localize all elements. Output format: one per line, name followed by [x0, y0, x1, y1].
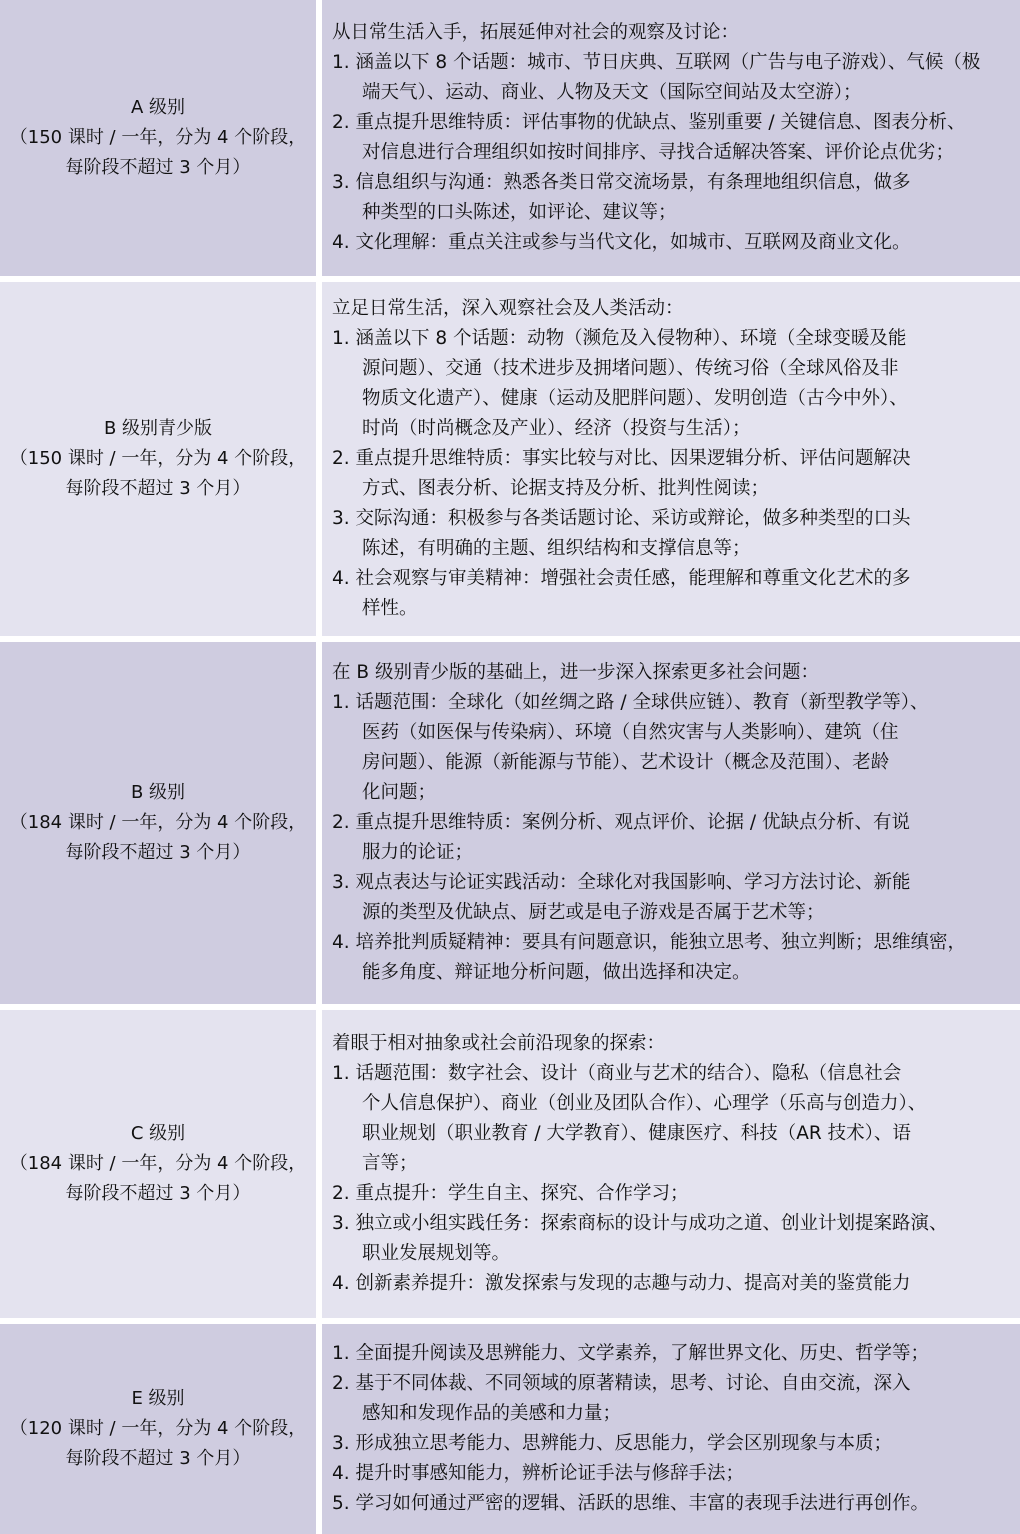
description-item: 4. 创新素养提升：激发探索与发现的志趣与动力、提高对美的鉴赏能力: [332, 1273, 911, 1294]
description-item: 1. 话题范围：数字社会、设计（商业与艺术的结合）、隐私（信息社会: [332, 1063, 902, 1084]
description-item: 3. 形成独立思考能力、思辨能力、反思能力，学会区别现象与本质；: [332, 1433, 893, 1454]
level-name: B 级别青少版: [103, 418, 213, 439]
description-item-cont: 医药（如医保与传染病）、环境（自然灾害与人类影响）、建筑（住: [362, 722, 899, 743]
level-name: A 级别: [130, 97, 186, 118]
level-description-cell: [322, 0, 1020, 276]
level-hours: （184 课时 / 一年，分为 4 个阶段，: [9, 812, 307, 833]
level-row-b-youth: [0, 282, 1020, 636]
level-description-cell: [322, 1010, 1020, 1318]
level-hours: （150 课时 / 一年，分为 4 个阶段，: [9, 448, 307, 469]
description-item: 3. 交际沟通：积极参与各类话题讨论、采访或辩论，做多种类型的口头: [332, 508, 911, 529]
description-item-cont: 言等；: [362, 1153, 418, 1174]
description-item-cont: 种类型的口头陈述，如评论、建议等；: [362, 202, 677, 223]
level-row-b: [0, 642, 1020, 1004]
level-hours: （184 课时 / 一年，分为 4 个阶段，: [9, 1153, 307, 1174]
level-label-cell: [0, 642, 316, 1004]
level-duration: 每阶段不超过 3 个月）: [65, 478, 251, 499]
description-item: 2. 重点提升思维特质：评估事物的优缺点、鉴别重要 / 关键信息、图表分析、: [332, 112, 966, 133]
level-name: B 级别: [130, 782, 186, 803]
description-item-cont: 职业发展规划等。: [362, 1243, 511, 1264]
level-duration: 每阶段不超过 3 个月）: [65, 1448, 251, 1469]
description-item-cont: 方式、图表分析、论据支持及分析、批判性阅读；: [362, 478, 770, 499]
description-item: 1. 涵盖以下 8 个话题：动物（濒危及入侵物种）、环境（全球变暖及能: [332, 328, 907, 349]
description-item: 3. 独立或小组实践任务：探索商标的设计与成功之道、创业计划提案路演、: [332, 1213, 948, 1234]
description-item-cont: 物质文化遗产）、健康（运动及肥胖问题）、发明创造（古今中外）、: [362, 388, 908, 409]
level-row-a: [0, 0, 1020, 276]
level-description-cell: [322, 642, 1020, 1004]
description-item: 4. 社会观察与审美精神：增强社会责任感，能理解和尊重文化艺术的多: [332, 568, 911, 589]
description-item-cont: 源问题）、交通（技术进步及拥堵问题）、传统习俗（全球风俗及非: [362, 358, 899, 379]
description-item-cont: 感知和发现作品的美感和力量；: [362, 1403, 622, 1424]
description-item-cont: 服力的论证；: [362, 842, 474, 863]
description-item: 4. 文化理解：重点关注或参与当代文化，如城市、互联网及商业文化。: [332, 232, 911, 253]
level-duration: 每阶段不超过 3 个月）: [65, 842, 251, 863]
description-item: 1. 涵盖以下 8 个话题：城市、节日庆典、互联网（广告与电子游戏）、气候（极: [332, 52, 981, 73]
description-intro: 立足日常生活，深入观察社会及人类活动：: [332, 298, 684, 319]
description-item: 2. 基于不同体裁、不同领域的原著精读，思考、讨论、自由交流，深入: [332, 1373, 911, 1394]
description-item-cont: 样性。: [362, 598, 418, 619]
level-row-c: [0, 1010, 1020, 1318]
description-item: 3. 信息组织与沟通：熟悉各类日常交流场景，有条理地组织信息，做多: [332, 172, 911, 193]
description-item-cont: 能多角度、辩证地分析问题，做出选择和决定。: [362, 962, 751, 983]
description-item-cont: 化问题；: [362, 782, 437, 803]
description-item: 2. 重点提升：学生自主、探究、合作学习；: [332, 1183, 689, 1204]
level-label-cell: [0, 1010, 316, 1318]
level-label-cell: [0, 0, 316, 276]
description-item: 4. 提升时事感知能力，辨析论证手法与修辞手法；: [332, 1463, 745, 1484]
description-item: 2. 重点提升思维特质：案例分析、观点评价、论据 / 优缺点分析、有说: [332, 812, 911, 833]
level-description-cell: [322, 1324, 1020, 1534]
description-item-cont: 时尚（时尚概念及产业）、经济（投资与生活）；: [362, 418, 751, 439]
description-intro: 从日常生活入手，拓展延伸对社会的观察及讨论：: [332, 22, 740, 43]
description-item: 2. 重点提升思维特质：事实比较与对比、因果逻辑分析、评估问题解决: [332, 448, 911, 469]
description-item-cont: 房问题）、能源（新能源与节能）、艺术设计（概念及范围）、老龄: [362, 752, 890, 773]
description-item-cont: 端天气）、运动、商业、人物及天文（国际空间站及太空游）；: [362, 82, 862, 103]
description-item: 4. 培养批判质疑精神：要具有问题意识，能独立思考、独立判断；思维缜密，: [332, 932, 967, 953]
level-label-cell: [0, 1324, 316, 1534]
description-item: 5. 学习如何通过严密的逻辑、活跃的思维、丰富的表现手法进行再创作。: [332, 1493, 930, 1514]
level-name: C 级别: [130, 1123, 186, 1144]
description-item-cont: 源的类型及优缺点、厨艺或是电子游戏是否属于艺术等；: [362, 902, 825, 923]
description-item-cont: 职业规划（职业教育 / 大学教育）、健康医疗、科技（AR 技术）、语: [362, 1123, 911, 1144]
description-item: 3. 观点表达与论证实践活动：全球化对我国影响、学习方法讨论、新能: [332, 872, 911, 893]
description-item: 1. 全面提升阅读及思辨能力、文学素养，了解世界文化、历史、哲学等；: [332, 1343, 930, 1364]
level-label-cell: [0, 282, 316, 636]
level-row-e: [0, 1324, 1020, 1534]
level-name: E 级别: [131, 1388, 185, 1409]
description-item-cont: 个人信息保护）、商业（创业及团队合作）、心理学（乐高与创造力）、: [362, 1093, 927, 1114]
level-duration: 每阶段不超过 3 个月）: [65, 157, 251, 178]
description-intro: 在 B 级别青少版的基础上，进一步深入探索更多社会问题：: [332, 662, 819, 683]
description-item-cont: 对信息进行合理组织如按时间排序、寻找合适解决答案、评价论点优劣；: [362, 142, 955, 163]
level-duration: 每阶段不超过 3 个月）: [65, 1183, 251, 1204]
description-item: 1. 话题范围：全球化（如丝绸之路 / 全球供应链）、教育（新型教学等）、: [332, 692, 929, 713]
description-intro: 着眼于相对抽象或社会前沿现象的探索：: [332, 1033, 666, 1054]
level-hours: （120 课时 / 一年，分为 4 个阶段，: [9, 1418, 307, 1439]
level-description-cell: [322, 282, 1020, 636]
description-item-cont: 陈述，有明确的主题、组织结构和支撑信息等；: [362, 538, 751, 559]
level-hours: （150 课时 / 一年，分为 4 个阶段，: [9, 127, 307, 148]
